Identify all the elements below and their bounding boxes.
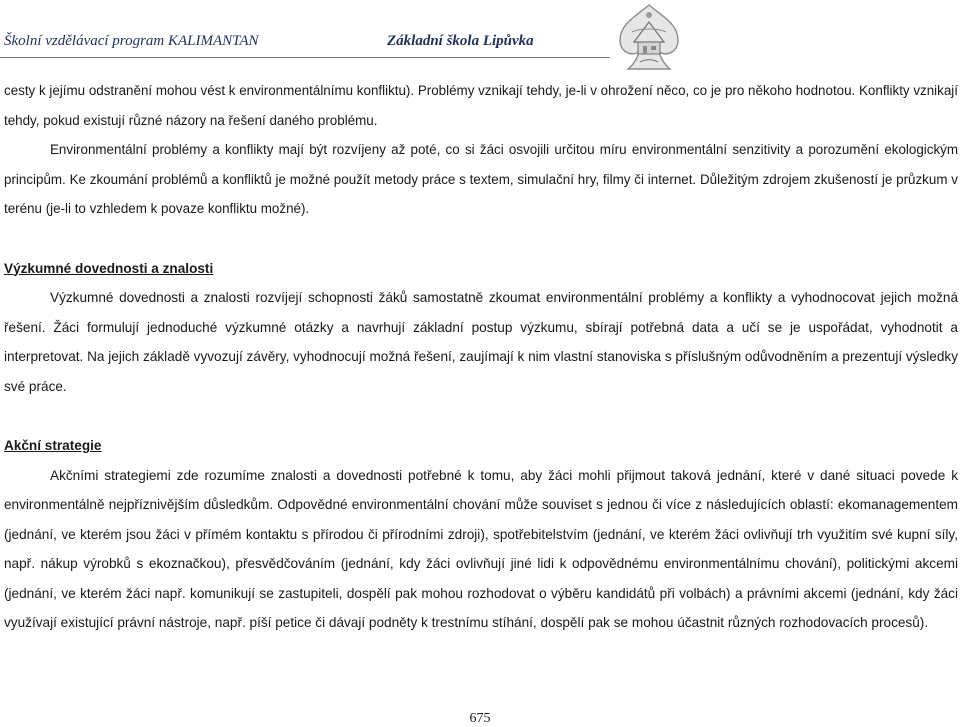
school-name: Základní škola Lipůvka xyxy=(387,33,534,49)
section-spacer xyxy=(4,401,958,431)
section-heading-research: Výzkumné dovednosti a znalosti xyxy=(4,260,214,276)
environmental-problems-paragraph xyxy=(4,135,958,224)
document-body xyxy=(4,76,958,638)
header-rule xyxy=(0,57,610,58)
page-number: 675 xyxy=(469,711,491,726)
school-crest-logo xyxy=(610,2,688,72)
section-spacer xyxy=(4,224,958,254)
section-text-action-strategies: Akčními strategiemi zde rozumíme znalosti a dovednosti potřebné k tomu, aby žáci mohli přijmout taková jednání, které v dané situaci povede k environmentálně nejpříznivějším důsledkům. Odpovědné environmentální chování může souviset s jednou či více z následujících oblastí: ekomanagementem (jednání, ve kterém jsou žáci v přímém kontaktu s přírodou či přírodními zdroji), spotřebitelstvím (jednání, ve kterém žáci ovlivňují trh využitím své kupní síly, např. nákup výrobků s ekoznačkou), přesvědčováním (jednání, kdy žáci ovlivňují jiné lidi k odpovědnému environmentálnímu chování), politickými akcemi (jednání, ve kterém žáci např. komunikují se zastupiteli, dospělí pak mohou rozhodovat o výběru kandidátů při volbách) a právními akcemi (jednání, kdy žáci využívají existující právní nástroje, např. píší petice či dávají podněty k trestnímu stíhání, dospělí pak se mohou účastnit různých rozhodovacích procesů). xyxy=(4,467,958,630)
environmental-problems-text: Environmentální problémy a konflikty mají být rozvíjeny až poté, co si žáci osvojili určitou míru environmentální senzitivity a porozumění ekologickým principům. Ke zkoumání problémů a konfliktů je možné použít metody práce s textem, simulační hry, filmy či internet. xyxy=(4,142,958,187)
section-heading-action-strategies: Akční strategie xyxy=(4,438,102,453)
section-text-research: Výzkumné dovednosti a znalosti rozvíjejí schopnosti žáků samostatně zkoumat environmentální problémy a konflikty a vyhodnocovat jejich možná řešení. Žáci formulují jednoduché výzkumné otázky a navrhují základní postup výzkumu, sbírají potřebná data a učí se je uspořádat, vyhodnotit a interpretovat. Na jejich základě vyvozují závěry, vyhodnocují možná řešení, zaujímají k nim vlastní stanoviska s příslušným odůvodněním a prezentují výsledky své práce. xyxy=(4,290,959,394)
intro-paragraph: cesty k jejímu odstranění mohou vést k environmentálnímu konfliktu). Problémy vznikají tehdy, je-li v ohrožení něco, co je pro někoho hodnotou. Konflikty vznikají tehdy, pokud existují různé názory na řešení daného problému. xyxy=(4,83,958,128)
field-research-text: Důležitým zdrojem zkušeností je průzkum v terénu (je-li to vzhledem k povaze konfliktu možné). xyxy=(4,171,958,216)
school-program-title: Školní vzdělávací program KALIMANTAN xyxy=(4,33,259,49)
page-header xyxy=(0,0,960,62)
